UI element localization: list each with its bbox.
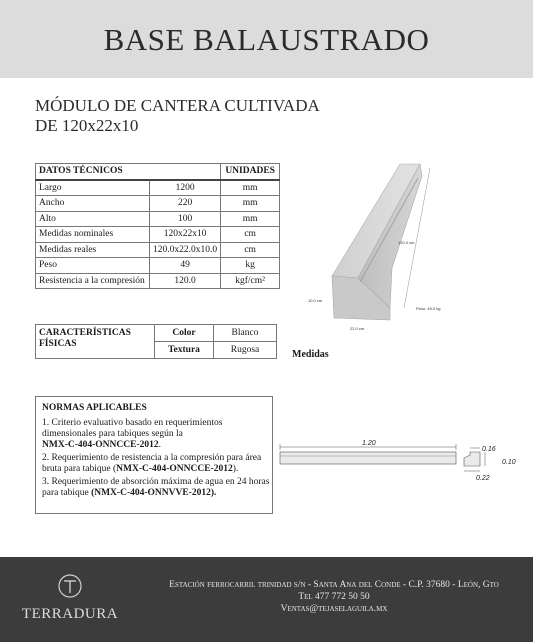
normas-text: 1. Criterio evaluativo basado en requerimientos dimensionales para tabiques según la xyxy=(42,418,223,439)
normas-text: 3. Requerimiento de absorción máxima de agua en 24 horas para tabique xyxy=(42,477,270,498)
row-name: Peso xyxy=(36,258,150,274)
normas-code: NMX-C-404-ONNCCE-2012 xyxy=(116,464,233,474)
dim-label-width: 0.22 xyxy=(476,475,490,482)
normas-item xyxy=(42,418,272,451)
table-row xyxy=(36,196,280,212)
brand-logo xyxy=(0,573,140,623)
brand-name: TERRADURA xyxy=(21,606,119,622)
render-label-width: 22.0 cm xyxy=(350,326,365,331)
row-unit: mm xyxy=(221,211,280,227)
row-value: 1200 xyxy=(150,180,221,196)
render-label-height: 10.0 cm xyxy=(308,298,323,303)
features-label: CARACTERÍSTICAS FÍSICAS xyxy=(36,325,155,359)
table-header-units: UNIDADES xyxy=(221,164,280,180)
row-name: Resistencia a la compresión xyxy=(36,273,150,289)
dim-label-length: 1.20 xyxy=(362,440,376,447)
table-header-label: DATOS TÉCNICOS xyxy=(36,164,150,180)
normas-end: ). xyxy=(232,464,239,474)
row-name: Ancho xyxy=(36,196,150,212)
dim-label-top: 0.16 xyxy=(482,446,496,453)
normas-code: (NMX-C-404-ONNVVE-2012). xyxy=(91,488,217,498)
row-value: 120x22x10 xyxy=(150,227,221,243)
row-value: 120.0 xyxy=(150,273,221,289)
feature-value: Blanco xyxy=(214,325,277,342)
row-value: 220 xyxy=(150,196,221,212)
row-name: Alto xyxy=(36,211,150,227)
row-unit: cm xyxy=(221,227,280,243)
table-row xyxy=(36,180,280,196)
feature-row xyxy=(36,325,277,342)
normas-code: NMX-C-404-ONNCCE-2012 xyxy=(42,440,159,450)
row-unit: kgf/cm² xyxy=(221,273,280,289)
row-value: 49 xyxy=(150,258,221,274)
technical-data-table xyxy=(35,163,280,289)
normas-item xyxy=(42,453,272,475)
normas-item xyxy=(42,477,272,499)
row-unit: mm xyxy=(221,196,280,212)
row-unit: cm xyxy=(221,242,280,258)
dim-label-height: 0.10 xyxy=(502,459,516,466)
render-label-weight: Peso: 49.0 kg xyxy=(416,306,441,311)
subtitle-line-1: MÓDULO DE CANTERA CULTIVADA xyxy=(35,96,320,115)
table-header-row xyxy=(36,164,280,180)
table-row xyxy=(36,242,280,258)
normas-text: 2. Requerimiento de resistencia a la compresión para área bruta para tabique ( xyxy=(42,453,262,474)
dimension-drawing xyxy=(276,438,528,488)
header-banner xyxy=(0,0,533,78)
email-link[interactable]: Ventas@tejaselaguila.mx xyxy=(280,604,388,614)
row-name: Medidas nominales xyxy=(36,227,150,243)
table-row xyxy=(36,211,280,227)
normas-title: NORMAS APLICABLES xyxy=(42,403,147,413)
normas-end: . xyxy=(158,440,161,450)
feature-name: Textura xyxy=(155,342,214,359)
table-row xyxy=(36,227,280,243)
subtitle-line-2: DE 120x22x10 xyxy=(35,116,139,135)
address-text: Estación ferrocarril trinidad s/n - Santa Ana del Conde - C.P. 37680 - León, Gto xyxy=(169,580,499,590)
row-name: Largo xyxy=(36,180,150,196)
normas-box xyxy=(35,396,273,514)
product-subtitle xyxy=(35,96,320,136)
medidas-label: Medidas xyxy=(292,349,329,360)
page-title: BASE BALAUSTRADO xyxy=(103,22,430,57)
feature-value: Rugosa xyxy=(214,342,277,359)
drawing-profile-rect xyxy=(280,452,456,464)
row-name: Medidas reales xyxy=(36,242,150,258)
contact-info xyxy=(148,579,520,615)
table-header-blank xyxy=(150,164,221,180)
phone-text: Tel 477 772 50 50 xyxy=(298,592,370,602)
row-unit: kg xyxy=(221,258,280,274)
footer xyxy=(0,557,533,642)
physical-characteristics-table xyxy=(35,324,277,359)
render-label-length: 120.0 cm xyxy=(398,240,415,245)
product-render-illustration xyxy=(298,158,448,333)
terradura-logo-icon xyxy=(57,573,83,599)
row-unit: mm xyxy=(221,180,280,196)
feature-name: Color xyxy=(155,325,214,342)
row-value: 100 xyxy=(150,211,221,227)
table-row xyxy=(36,273,280,289)
drawing-section-shape xyxy=(464,452,480,466)
row-value: 120.0x22.0x10.0 xyxy=(150,242,221,258)
table-row xyxy=(36,258,280,274)
